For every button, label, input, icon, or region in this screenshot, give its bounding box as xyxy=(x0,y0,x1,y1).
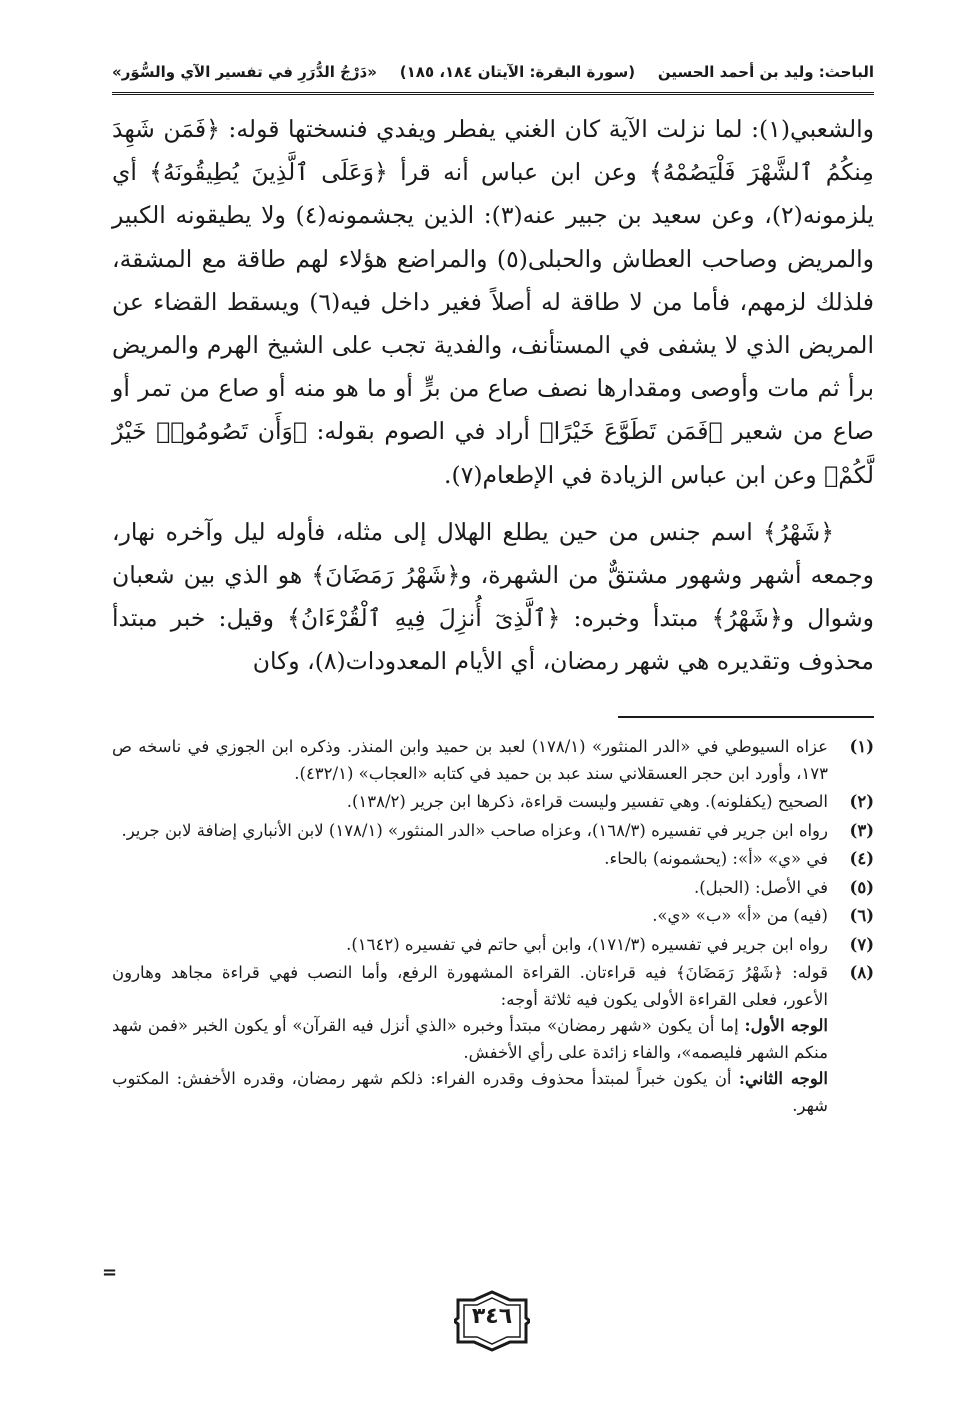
footnote-text: في «ي» «أ»: (يحشمونه) بالحاء. xyxy=(604,849,828,868)
footnote-number: (٥) xyxy=(849,877,874,897)
footnote-2 xyxy=(112,789,874,816)
footnote-5 xyxy=(112,875,874,902)
footnote-text: رواه ابن جرير في تفسيره (١٧١/٣)، وابن أبي حاتم في تفسيره (١٦٤٢). xyxy=(346,934,828,954)
footnote-8 xyxy=(112,960,874,1119)
page-number: ٣٤٦ xyxy=(471,1304,513,1329)
footnote-text: رواه ابن جرير في تفسيره (١٦٨/٣)، وعزاه صاحب «الدر المنثور» (١٧٨/١) لابن الأنباري إضافة لابن جرير. xyxy=(121,820,828,840)
footnote-number: (١) xyxy=(849,737,874,756)
wajh-1-text: إما أن يكون «شهر رمضان» مبتدأ وخبره «الذي أنزل فيه القرآن» أو يكون الخبر «فمن شهد منكم الشهر فليصمه»، والفاء زائدة على رأي الأخفش. xyxy=(112,1016,828,1062)
header-divider xyxy=(112,92,874,95)
running-header xyxy=(112,58,874,86)
footnotes xyxy=(112,734,874,1121)
footnote-text: عزاه السيوطي في «الدر المنثور» (١٧٨/١) لعبد بن حميد وابن المنذر. وذكره ابن الجوزي في ناسخه ص ١٧٣، وأورد ابن حجر العسقلاني سند عبد بن حميد في كتابه «العجاب» (٤٣٢/١). xyxy=(112,737,828,783)
footnote-7 xyxy=(112,932,874,959)
footnote-divider xyxy=(618,716,874,718)
footnote-6 xyxy=(112,903,874,930)
footnote-text: (فيه) من «أ» «ب» «ي». xyxy=(652,906,828,925)
footnote-number: (٧) xyxy=(849,934,874,954)
footnote-number: (٣) xyxy=(849,820,874,840)
main-text xyxy=(112,108,874,684)
footnote-text: الصحيح (يكفلونه). وهي تفسير وليست قراءة، ذكرها ابن جرير (١٣٨/٢). xyxy=(346,792,828,811)
wajh-2-text: أن يكون خبراً لمبتدأ محذوف وقدره الفراء: ذلكم شهر رمضان، وقدره الأخفش: المكتوب شهر. xyxy=(112,1069,828,1115)
header-book-title: «دَرْجُ الدُّرَرِ في تفسير الآي والسُّوَر» xyxy=(112,63,377,81)
main-paragraph-2: ﴿شَهْرُ﴾ اسم جنس من حين يطلع الهلال إلى مثله، فأوله ليل وآخره نهار، وجمعه أشهر وشهور مشتقٌّ من الشهرة، و﴿شَهْرُ رَمَضَانَ﴾ هو الذي بين شعبان وشوال و﴿شَهْرُ﴾ مبتدأ وخبره: ﴿ٱلَّذِىٓ أُنزِلَ فِيهِ ٱلْقُرْءَانُ﴾ وقيل: خبر مبتدأ محذوف وتقديره هي شهر رمضان، أي الأيام المعدودات(٨)، وكان xyxy=(112,517,874,676)
footnote-1 xyxy=(112,734,874,787)
footnote-number: (٨) xyxy=(849,963,874,982)
footnote-text xyxy=(112,960,828,1119)
footnote-number: (٤) xyxy=(849,849,874,868)
wajh-2-label: الوجه الثاني: xyxy=(738,1069,829,1088)
wajh-1-label: الوجه الأول: xyxy=(744,1016,829,1035)
footnote-text: في الأصل: (الحبل). xyxy=(693,877,828,897)
header-author: الباحث: وليد بن أحمد الحسين xyxy=(657,63,874,81)
header-surah-range: (سورة البقرة: الآيتان ١٨٤، ١٨٥) xyxy=(399,63,636,81)
footnote-3 xyxy=(112,818,874,845)
footnote-8-wajh-1 xyxy=(112,1013,828,1066)
footnote-number: (٦) xyxy=(849,906,874,925)
footnote-8-wajh-2 xyxy=(112,1066,828,1119)
footnote-4 xyxy=(112,846,874,873)
footnote-number: (٢) xyxy=(849,792,874,811)
page-number-ornament xyxy=(454,1290,530,1352)
main-paragraph-1: والشعبي(١): لما نزلت الآية كان الغني يفطر ويفدي فنسختها قوله: ﴿فَمَن شَهِدَ مِنكُمُ ٱلشَّهْرَ فَلْيَصُمْهُ﴾ وعن ابن عباس أنه قرأ ﴿وَعَلَى ٱلَّذِينَ يُطِيقُونَهُ﴾ أي يلزمونه(٢)، وعن سعيد بن جبير عنه(٣): الذين يجشمونه(٤) ولا يطيقونه الكبير والمريض وصاحب العطاش والحبلى(٥) والمراضع هؤلاء لهم طاقة مع المشقة، فلذلك لزمهم، فأما من لا طاقة له أصلاً فغير داخل فيه(٦) ويسقط القضاء عن المريض الذي لا يشفى في المستأنف، والفدية تجب على الشيخ الهرم والمريض برأ ثم مات وأوصى ومقدارها نصف صاع من برٍّ أو ما هو منه أو صاع من تمر أو صاع من شعير ﴿فَمَن تَطَوَّعَ خَيْرًا﴾ أراد في الصوم بقوله: ﴿وَأَن تَصُومُوا۟ خَيْرٌ لَّكُمْ﴾ وعن ابن عباس الزيادة في الإطعام(٧). xyxy=(112,115,875,489)
continuation-mark: = xyxy=(102,1262,118,1283)
footnote-8-intro: قوله: ﴿شَهْرُ رَمَضَانَ﴾ فيه قراءتان. القراءة المشهورة الرفع، وأما النصب فهي قراءة مجاهد وهارون الأعور، فعلى القراءة الأولى يكون فيه ثلاثة أوجه: xyxy=(112,963,828,1009)
